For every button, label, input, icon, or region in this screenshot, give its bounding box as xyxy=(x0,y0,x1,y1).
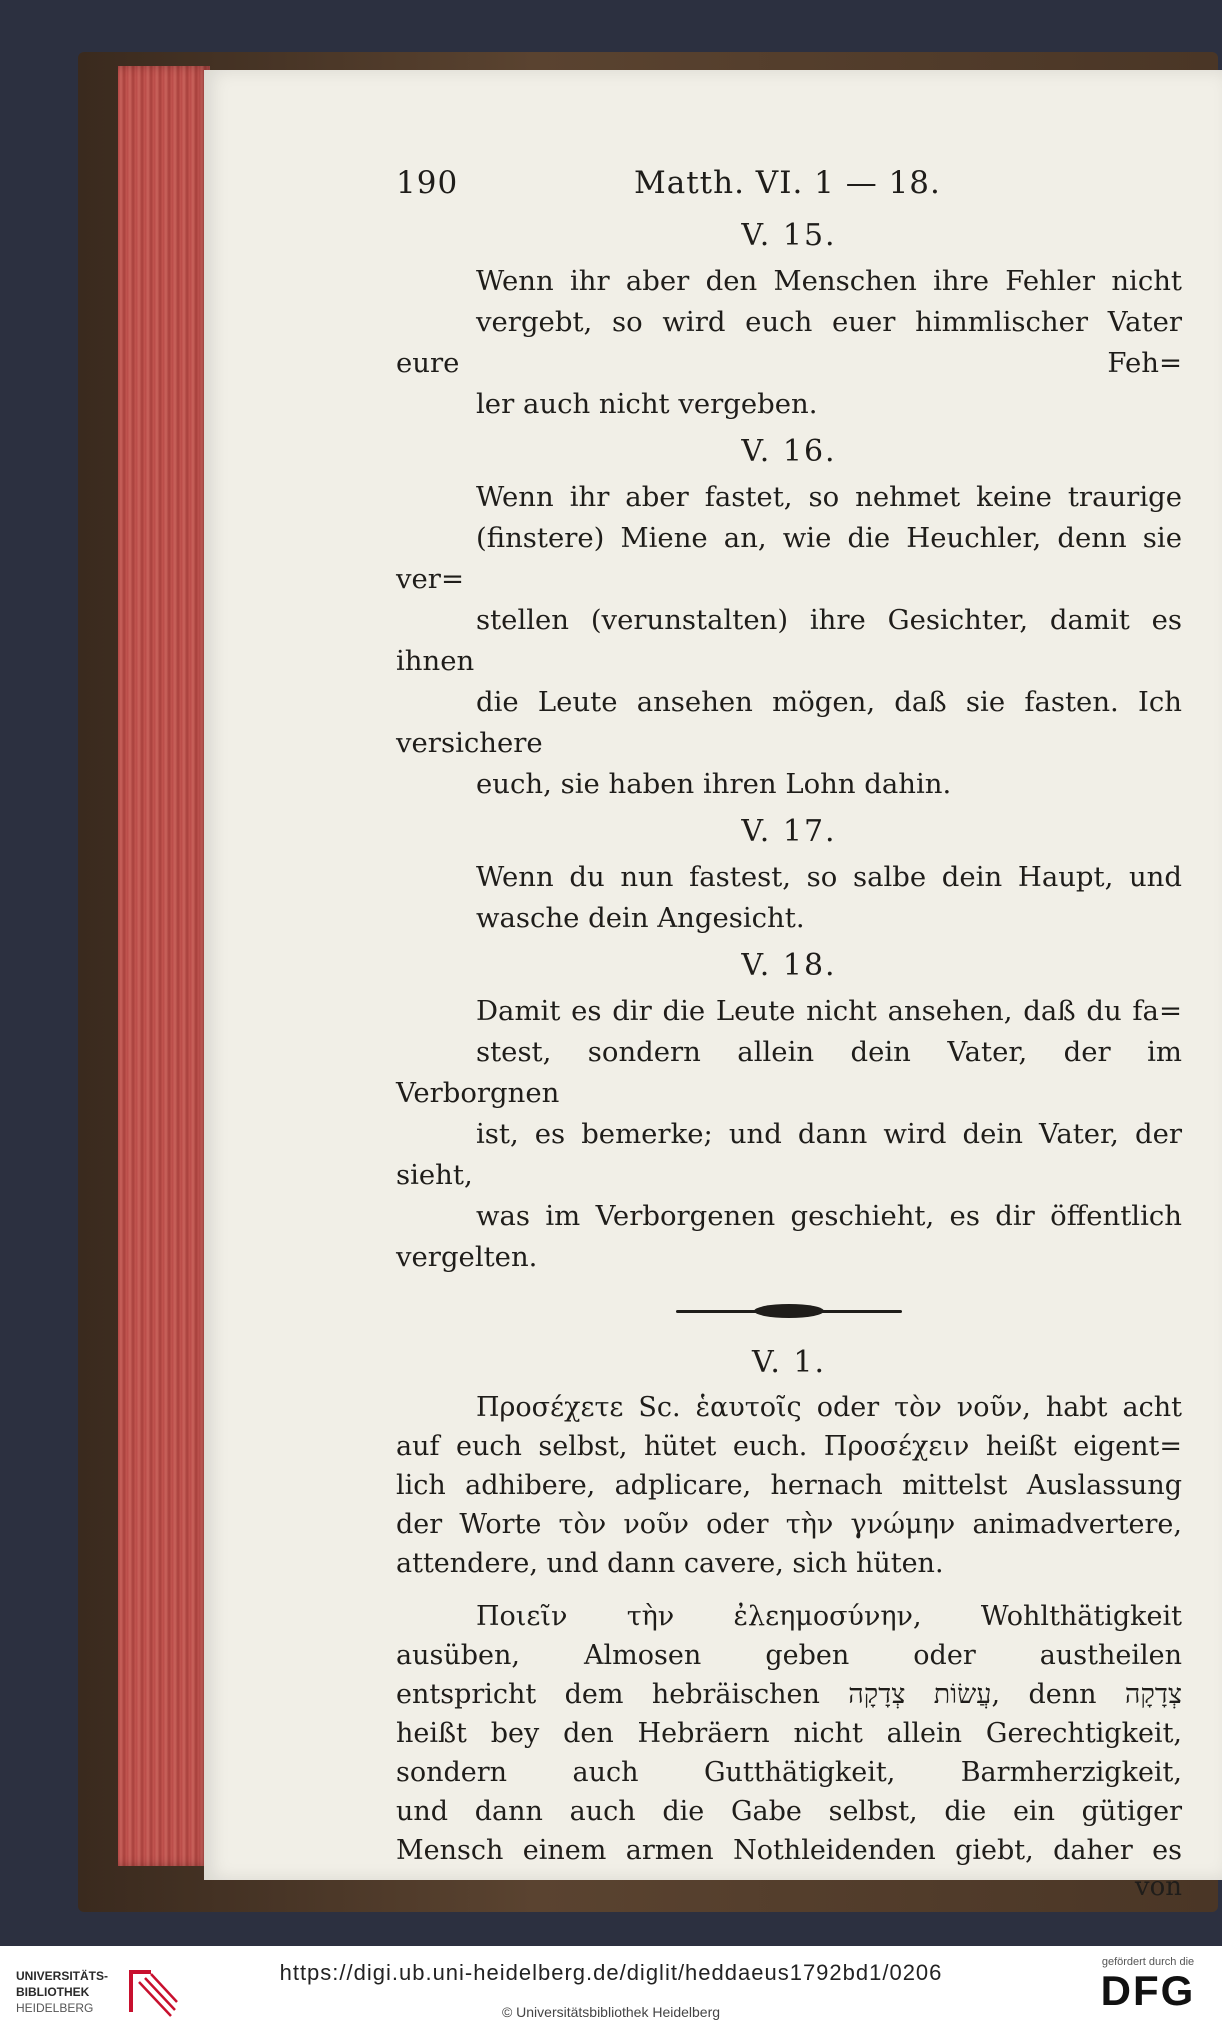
section-v15 xyxy=(396,215,1182,425)
catchword: von xyxy=(1134,1872,1182,1902)
funder-text: gefördert durch die xyxy=(1101,1956,1195,1968)
verse-text xyxy=(396,991,1182,1278)
text-line: ler auch nicht vergeben. xyxy=(476,388,818,420)
verse-text xyxy=(396,261,1182,425)
commentary-note-1 xyxy=(396,1388,1182,1583)
text-line: Wenn du nun fastest, so salbe dein Haupt, und xyxy=(476,861,1182,893)
verse-heading: V. 16. xyxy=(741,434,837,469)
viewer-footer xyxy=(0,1946,1222,2036)
note-line: sondern auch Gutthätigkeit, Barmherzigkeit, xyxy=(396,1757,1182,1788)
verse-heading: V. 15. xyxy=(741,218,837,253)
running-head xyxy=(396,165,1182,209)
permalink-url[interactable]: https://digi.ub.uni-heidelberg.de/diglit/heddaeus1792bd1/0206 xyxy=(279,1960,943,1985)
section-v18 xyxy=(396,945,1182,1278)
text-line: euch, sie haben ihren Lohn dahin. xyxy=(476,768,952,800)
page-number: 190 xyxy=(396,165,459,201)
text-line: stellen (verunstalten) ihre Gesichter, damit es ihnen xyxy=(396,604,1182,677)
text-line: was im Verborgenen geschieht, es dir öffentlich vergelten. xyxy=(396,1200,1182,1273)
note-line: Ποιεῖν τὴν ἐλεημοσύνην, Wohlthätigkeit xyxy=(476,1601,1182,1632)
notes-heading: V. 1. xyxy=(751,1345,827,1380)
funder-logo[interactable] xyxy=(1088,1956,1208,2014)
text-line: vergebt, so wird euch euer himmlischer Vater eure Feh= xyxy=(396,306,1182,379)
note-line: heißt bey den Hebräern nicht allein Gerechtigkeit, xyxy=(396,1718,1182,1749)
verse-heading: V. 17. xyxy=(741,814,837,849)
running-head-title: Matth. VI. 1 — 18. xyxy=(634,165,941,201)
library-name-line: UNIVERSITÄTS- xyxy=(16,1969,109,1983)
note-line: Mensch einem armen Nothleidenden giebt, daher es xyxy=(396,1835,1182,1866)
verse-text xyxy=(396,857,1182,939)
note-line: und dann auch die Gabe selbst, die ein gütiger xyxy=(396,1796,1182,1827)
page-edge xyxy=(118,66,210,1866)
text-line: wasche dein Angesicht. xyxy=(476,902,805,934)
library-name-line: BIBLIOTHEK xyxy=(16,1985,90,1999)
text-line: Wenn ihr aber fastet, so nehmet keine traurige xyxy=(476,481,1182,513)
page-text xyxy=(396,165,1182,1902)
text-line: (finstere) Miene an, wie die Heuchler, denn sie ver= xyxy=(396,522,1182,595)
ornamental-divider xyxy=(676,1304,902,1318)
note-line: entspricht dem hebräischen עֲשׂוֹת צְדָקָה, denn צְדָקָה xyxy=(396,1679,1182,1710)
note-line: ausüben, Almosen geben oder austheilen xyxy=(396,1640,1182,1671)
text-line: stest, sondern allein dein Vater, der im Verborgnen xyxy=(396,1036,1182,1109)
section-v16 xyxy=(396,431,1182,805)
commentary-note-2 xyxy=(396,1597,1182,1870)
text-line: Damit es dir die Leute nicht ansehen, daß du fa= xyxy=(476,995,1182,1027)
copyright-notice: © Universitätsbibliothek Heidelberg xyxy=(501,2004,721,2020)
text-line: ist, es bemerke; und dann wird dein Vater, der sieht, xyxy=(396,1118,1182,1191)
note-line: auf euch selbst, hütet euch. Προσέχειν heißt eigent= xyxy=(396,1431,1182,1462)
note-line: attendere, und dann cavere, sich hüten. xyxy=(396,1548,944,1579)
text-line: die Leute ansehen mögen, daß sie fasten. Ich versichere xyxy=(396,686,1182,759)
note-line: Προσέχετε Sc. ἑαυτοῖς oder τὸν νοῦν, habt acht xyxy=(476,1392,1182,1423)
verse-text xyxy=(396,477,1182,805)
library-name-line: HEIDELBERG xyxy=(16,2001,94,2015)
section-v17 xyxy=(396,811,1182,939)
text-line: Wenn ihr aber den Menschen ihre Fehler nicht xyxy=(476,265,1182,297)
note-line: lich adhibere, adplicare, hernach mittelst Auslassung xyxy=(396,1470,1182,1501)
dfg-logo: DFG xyxy=(1100,1967,1196,2014)
verse-heading: V. 18. xyxy=(741,948,837,983)
note-line: der Worte τὸν νοῦν oder τὴν γνώμην animadvertere, xyxy=(396,1509,1182,1540)
